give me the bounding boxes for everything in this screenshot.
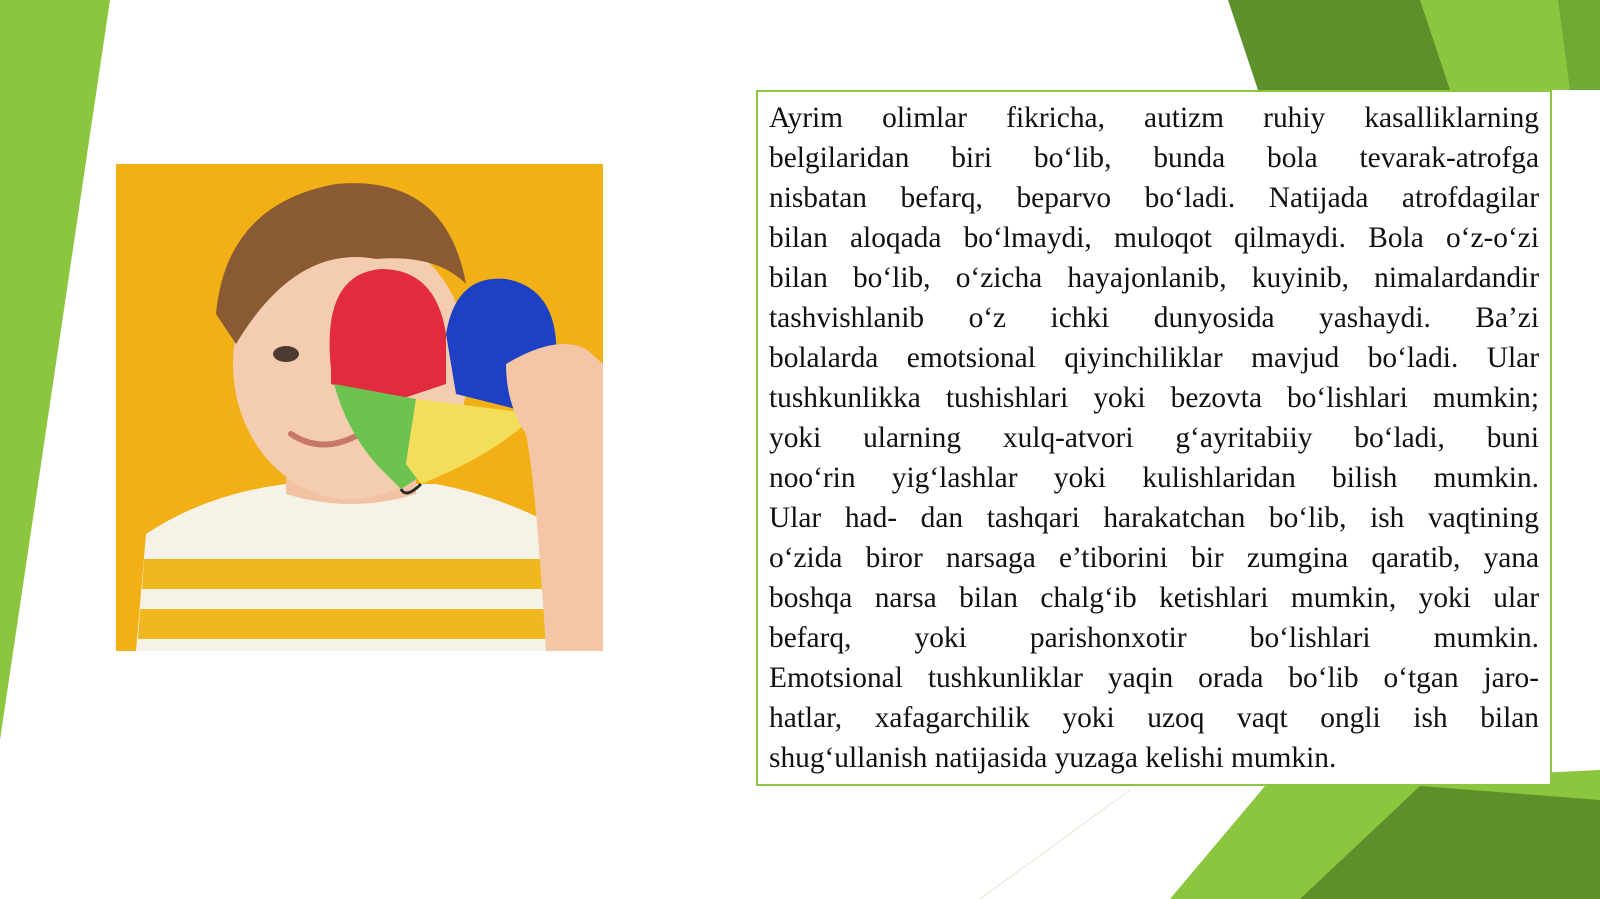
thin-diagonal-line: [980, 790, 1130, 899]
paragraph-line: shug‘ullanish natijasida yuzaga kelishi mumkin.: [769, 742, 1337, 774]
left-green-band: [0, 0, 110, 740]
paragraph-line: boshqa narsa bilan chalg‘ib ketishlari mumkin, yoki ular: [769, 582, 1539, 614]
paragraph-line: bilan bo‘lib, o‘zicha hayajonlanib, kuyinib, nimalardandir: [769, 262, 1539, 294]
paragraph-line: bilan aloqada bo‘lmaydi, muloqot qilmaydi. Bola o‘z-o‘zi: [769, 222, 1539, 254]
text-box: [756, 90, 1552, 786]
paragraph-line: noo‘rin yig‘lashlar yoki kulishlaridan bilish mumkin.: [769, 462, 1539, 494]
paragraph-line: Ular had- dan tashqari harakatchan bo‘lib, ish vaqtining: [769, 502, 1539, 534]
main-paragraph: [769, 98, 1539, 778]
paragraph-line: nisbatan befarq, beparvo bo‘ladi. Natijada atrofdagilar: [769, 182, 1539, 214]
paragraph-line: bolalarda emotsional qiyinchiliklar mavjud bo‘ladi. Ular: [769, 342, 1539, 374]
paragraph-line: yoki ularning xulq-atvori g‘ayritabiiy bo‘ladi, buni: [769, 422, 1539, 454]
paragraph-line: befarq, yoki parishonxotir bo‘lishlari mumkin.: [769, 622, 1539, 654]
paragraph-line: Ayrim olimlar fikricha, autizm ruhiy kasalliklarning: [769, 102, 1539, 134]
paragraph-line: tashvishlanib o‘z ichki dunyosida yashaydi. Ba’zi: [769, 302, 1539, 334]
paragraph-line: tushkunlikka tushishlari yoki bezovta bo‘lishlari mumkin;: [769, 382, 1539, 414]
child-photo: [116, 164, 603, 651]
paragraph-line: belgilaridan biri bo‘lib, bunda bola tevarak-atrofga: [769, 142, 1539, 174]
paragraph-line: Emotsional tushkunliklar yaqin orada bo‘lib o‘tgan jaro-: [769, 662, 1539, 694]
paragraph-line: hatlar, xafagarchilik yoki uzoq vaqt ongli ish bilan: [769, 702, 1539, 734]
paragraph-line: o‘zida biror narsaga e’tiborini bir zumgina qaratib, yana: [769, 542, 1539, 574]
